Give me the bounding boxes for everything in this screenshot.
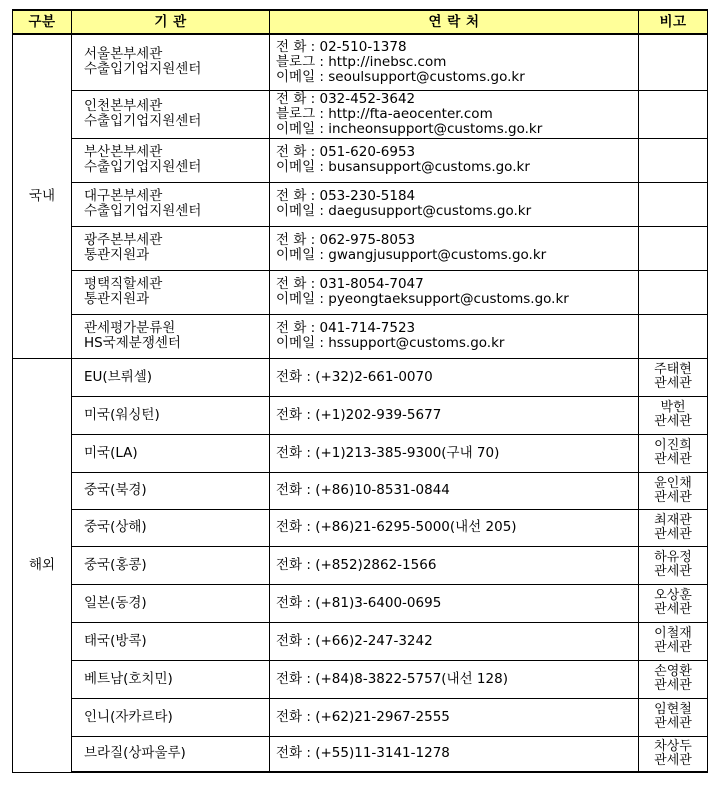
org-cell: 브라질(상파울루) — [72, 736, 270, 772]
table-row domestic-row — [13, 138, 708, 182]
note-line: 이철재 — [654, 626, 692, 641]
table-row overseas-row — [13, 509, 708, 546]
org-cell: 미국(워싱턴) — [72, 396, 270, 434]
note-cell — [639, 660, 708, 698]
note-cell — [639, 182, 708, 226]
contact-line: 이메일 : busansupport@customs.go.kr — [276, 159, 530, 175]
contact-cell — [270, 138, 639, 182]
org-cell: 중국(북경) — [72, 472, 270, 509]
note-line: 관세관 — [654, 526, 692, 542]
note-cell — [639, 358, 708, 396]
contact-cell: 전화 : (+66)2-247-3242 — [270, 622, 639, 660]
contact-line: 전 화 : 062-975-8053 — [276, 232, 416, 248]
contact-line: 전 화 : 041-714-7523 — [276, 320, 416, 336]
note-line: 관세관 — [654, 640, 692, 655]
contact-cell — [270, 270, 639, 314]
contact-cell — [270, 182, 639, 226]
table-row overseas-row — [13, 736, 708, 772]
org-line: 인천본부세관 — [84, 98, 163, 114]
note-line: 임현철 — [654, 702, 692, 717]
table-row overseas-row — [13, 584, 708, 622]
contact-cell — [270, 34, 639, 90]
note-cell — [639, 270, 708, 314]
contact-line: 이메일 : seoulsupport@customs.go.kr — [276, 68, 525, 85]
contact-line: 이메일 : daegusupport@customs.go.kr — [276, 203, 532, 219]
note-line: 윤인채 — [654, 475, 692, 491]
contact-cell: 전화 : (+86)10-8531-0844 — [270, 472, 639, 509]
contact-cell: 전화 : (+1)202-939-5677 — [270, 396, 639, 434]
org-line: 대구본부세관 — [84, 188, 163, 204]
note-cell — [639, 472, 708, 509]
note-cell — [639, 509, 708, 546]
note-cell — [639, 90, 708, 138]
contact-line: 전 화 : 032-452-3642 — [276, 90, 416, 107]
table-row domestic-row — [13, 226, 708, 270]
note-cell — [639, 396, 708, 434]
contact-line: 이메일 : incheonsupport@customs.go.kr — [276, 120, 543, 137]
contact-cell: 전화 : (+81)3-6400-0695 — [270, 584, 639, 622]
table-row domestic-row — [13, 270, 708, 314]
org-cell: 미국(LA) — [72, 434, 270, 472]
contact-line: 이메일 : gwangjusupport@customs.go.kr — [276, 247, 547, 263]
org-line: 광주본부세관 — [84, 232, 163, 248]
table-row overseas-row — [13, 472, 708, 509]
contact-cell: 전화 : (+86)21-6295-5000(내선 205) — [270, 509, 639, 546]
note-line: 차상두 — [654, 738, 692, 754]
table-row overseas-row — [13, 434, 708, 472]
note-line: 오상훈 — [654, 588, 692, 603]
note-cell — [639, 622, 708, 660]
org-line: 수출입기업지원센터 — [84, 159, 202, 175]
contact-cell: 전화 : (+55)11-3141-1278 — [270, 736, 639, 772]
table-row overseas-row — [13, 546, 708, 584]
org-cell — [72, 226, 270, 270]
contact-cell — [270, 90, 639, 138]
header-category: 구분 — [13, 10, 72, 34]
org-cell — [72, 34, 270, 90]
note-cell — [639, 138, 708, 182]
org-line: 수출입기업지원센터 — [84, 61, 202, 78]
table-body — [13, 34, 708, 772]
org-line: 서울본부세관 — [84, 46, 163, 63]
note-line: 관세관 — [654, 752, 692, 768]
org-cell: 베트남(호치민) — [72, 660, 270, 698]
contact-cell: 전화 : (+84)8-3822-5757(내선 128) — [270, 660, 639, 698]
contact-line: 전 화 : 053-230-5184 — [276, 188, 416, 204]
note-line: 관세관 — [654, 716, 692, 731]
header-contact: 연 락 처 — [270, 10, 639, 34]
note-line: 관세관 — [654, 489, 692, 505]
note-line: 최재관 — [654, 512, 692, 528]
org-cell — [72, 314, 270, 358]
note-cell — [639, 698, 708, 736]
contact-line: 이메일 : hssupport@customs.go.kr — [276, 335, 505, 351]
note-cell — [639, 584, 708, 622]
table-row domestic-row — [13, 90, 708, 138]
contact-table — [12, 9, 708, 773]
org-line: HS국제분쟁센터 — [84, 335, 181, 351]
contact-cell — [270, 314, 639, 358]
contact-line: 전 화 : 051-620-6953 — [276, 144, 416, 160]
table-row domestic-row — [13, 34, 708, 90]
org-line: 통관지원과 — [84, 291, 150, 307]
contact-cell: 전화 : (+1)213-385-9300(구내 70) — [270, 434, 639, 472]
org-cell: 중국(상해) — [72, 509, 270, 546]
org-cell: EU(브뤼셀) — [72, 358, 270, 396]
note-cell — [639, 226, 708, 270]
table-row overseas-row — [13, 622, 708, 660]
contact-cell — [270, 226, 639, 270]
org-cell: 인니(자카르타) — [72, 698, 270, 736]
note-line: 관세관 — [654, 564, 692, 579]
note-cell — [639, 736, 708, 772]
contact-line: 블로그 : http://inebsc.com — [276, 53, 447, 70]
org-line: 부산본부세관 — [84, 144, 163, 160]
org-cell — [72, 270, 270, 314]
note-line: 하유정 — [654, 550, 692, 565]
category-overseas: 해외 — [13, 358, 72, 772]
note-line: 관세관 — [654, 452, 692, 467]
note-line: 이진희 — [654, 438, 692, 453]
note-line: 관세관 — [654, 602, 692, 617]
header-note: 비고 — [639, 10, 708, 34]
org-line: 관세평가분류원 — [84, 320, 176, 336]
org-line: 평택직할세관 — [84, 276, 163, 292]
org-cell — [72, 138, 270, 182]
note-cell — [639, 546, 708, 584]
table-row overseas-row — [13, 358, 708, 396]
header-row — [13, 10, 708, 34]
note-cell — [639, 434, 708, 472]
category-domestic: 국내 — [13, 34, 72, 358]
note-line: 박헌 — [660, 400, 686, 415]
org-cell — [72, 182, 270, 226]
org-line: 수출입기업지원센터 — [84, 113, 202, 129]
contact-line: 이메일 : pyeongtaeksupport@customs.go.kr — [276, 291, 569, 307]
contact-cell: 전화 : (+852)2862-1566 — [270, 546, 639, 584]
contact-line: 블로그 : http://fta-aeocenter.com — [276, 105, 493, 122]
note-line: 관세관 — [654, 414, 692, 429]
org-line: 수출입기업지원센터 — [84, 203, 202, 219]
note-cell — [639, 314, 708, 358]
org-line: 통관지원과 — [84, 247, 150, 263]
note-line: 손영환 — [654, 664, 692, 679]
org-cell: 태국(방콕) — [72, 622, 270, 660]
note-cell — [639, 34, 708, 90]
note-line: 관세관 — [654, 376, 692, 391]
table-row overseas-row — [13, 698, 708, 736]
table-row domestic-row — [13, 314, 708, 358]
header-org: 기 관 — [72, 10, 270, 34]
table-row domestic-row — [13, 182, 708, 226]
table-row overseas-row — [13, 660, 708, 698]
org-cell — [72, 90, 270, 138]
contact-line: 전 화 : 031-8054-7047 — [276, 276, 424, 292]
contact-cell: 전화 : (+62)21-2967-2555 — [270, 698, 639, 736]
contact-line: 전 화 : 02-510-1378 — [276, 38, 407, 55]
contact-cell: 전화 : (+32)2-661-0070 — [270, 358, 639, 396]
note-line: 관세관 — [654, 678, 692, 693]
org-cell: 중국(홍콩) — [72, 546, 270, 584]
org-cell: 일본(동경) — [72, 584, 270, 622]
table-row overseas-row — [13, 396, 708, 434]
note-line: 주태현 — [654, 362, 692, 377]
